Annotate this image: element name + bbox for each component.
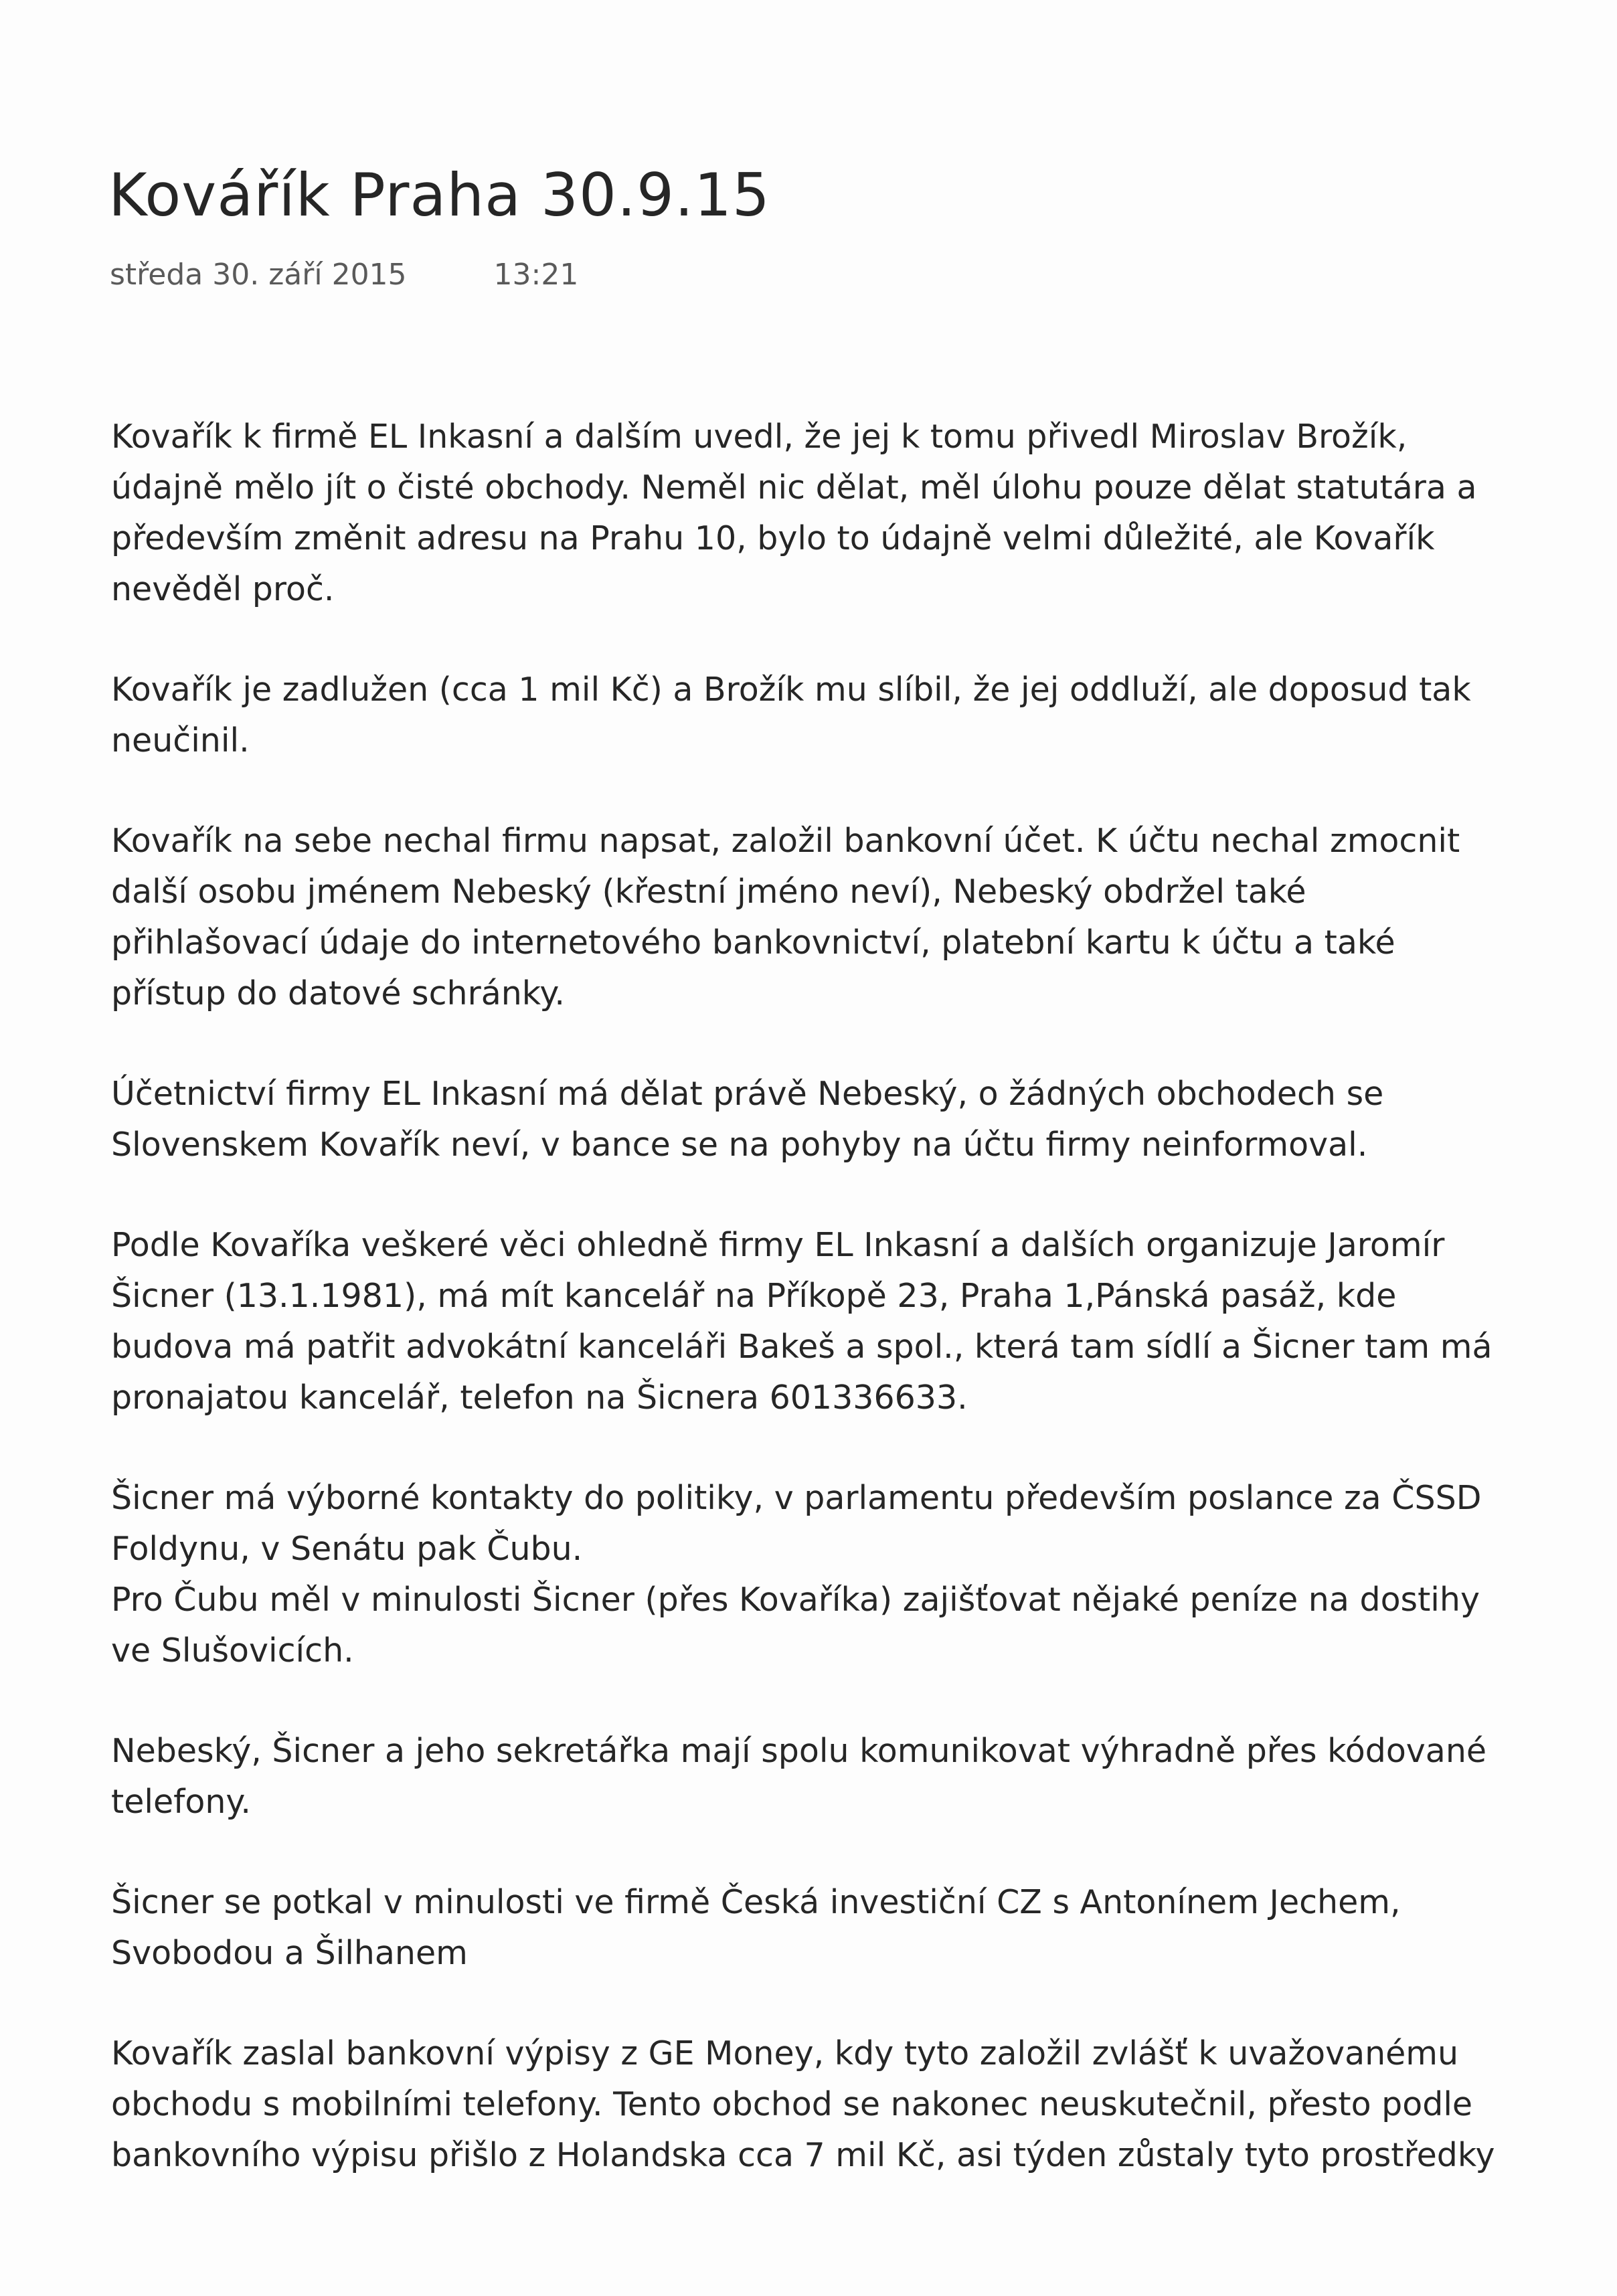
note-body (111, 412, 1523, 2230)
paragraph (111, 2028, 1523, 2181)
text-line: budova má patřit advokátní kanceláři Bakeš a spol., která tam sídlí a Šicner tam má (111, 1328, 1493, 1366)
note-meta (110, 258, 578, 292)
text-line: Slovenskem Kovařík neví, v bance se na pohyby na účtu firmy neinformoval. (111, 1126, 1368, 1164)
text-line: telefony. (111, 1783, 251, 1821)
paragraph (111, 816, 1523, 1019)
text-line: bankovního výpisu přišlo z Holandska cca 7 mil Kč, asi týden zůstaly tyto prostředky (111, 2136, 1495, 2174)
text-line: Svobodou a Šilhanem (111, 1934, 468, 1972)
text-line: Účetnictví firmy EL Inkasní má dělat právě Nebeský, o žádných obchodech se (111, 1075, 1384, 1113)
text-line: Kovařík na sebe nechal firmu napsat, založil bankovní účet. K účtu nechal zmocnit (111, 822, 1460, 860)
text-line: Foldynu, v Senátu pak Čubu. (111, 1530, 583, 1568)
paragraph (111, 1220, 1523, 1423)
paragraph (111, 1473, 1523, 1676)
text-line: Šicner se potkal v minulosti ve firmě Česká investiční CZ s Antonínem Jechem, (111, 1883, 1401, 1921)
paragraph (111, 412, 1523, 615)
text-line: Pro Čubu měl v minulosti Šicner (přes Kovaříka) zajišťovat nějaké peníze na dostihy (111, 1581, 1480, 1619)
text-line: neučinil. (111, 721, 250, 760)
text-line: přihlašovací údaje do internetového bankovnictví, platební kartu k účtu a také (111, 923, 1395, 962)
note-title: Kovářík Praha 30.9.15 (108, 161, 770, 230)
text-line: Šicner (13.1.1981), má mít kancelář na Příkopě 23, Praha 1,Pánská pasáž, kde (111, 1277, 1397, 1315)
text-line: ve Slušovicích. (111, 1631, 354, 1670)
note-date: středa 30. září 2015 (110, 258, 407, 292)
text-line: údajně mělo jít o čisté obchody. Neměl nic dělat, měl úlohu pouze dělat statutára a (111, 468, 1477, 507)
text-line: přístup do datové schránky. (111, 974, 566, 1012)
text-line: Nebeský, Šicner a jeho sekretářka mají spolu komunikovat výhradně přes kódované (111, 1732, 1487, 1770)
text-line: pronajatou kancelář, telefon na Šicnera 601336633. (111, 1379, 968, 1417)
text-line: Kovařík je zadlužen (cca 1 mil Kč) a Brožík mu slíbil, že jej oddluží, ale doposud tak (111, 671, 1471, 709)
paragraph (111, 665, 1523, 766)
note-time: 13:21 (493, 258, 579, 292)
text-line: Kovařík k firmě EL Inkasní a dalším uvedl, že jej k tomu přivedl Miroslav Brožík, (111, 418, 1408, 456)
paragraph (111, 1877, 1523, 1979)
text-line: další osobu jménem Nebeský (křestní jméno neví), Nebeský obdržel také (111, 873, 1306, 911)
paragraph (111, 1726, 1523, 1828)
text-line: především změnit adresu na Prahu 10, bylo to údajně velmi důležité, ale Kovařík (111, 519, 1435, 557)
paragraph (111, 1069, 1523, 1170)
text-line: obchodu s mobilními telefony. Tento obchod se nakonec neuskutečnil, přesto podle (111, 2085, 1473, 2123)
text-line: Šicner má výborné kontakty do politiky, v parlamentu především poslance za ČSSD (111, 1479, 1482, 1517)
text-line: nevěděl proč. (111, 570, 335, 608)
text-line: Kovařík zaslal bankovní výpisy z GE Money, kdy tyto založil zvlášť k uvažovanému (111, 2034, 1459, 2072)
text-line: Podle Kovaříka veškeré věci ohledně firmy EL Inkasní a dalších organizuje Jaromír (111, 1226, 1445, 1264)
